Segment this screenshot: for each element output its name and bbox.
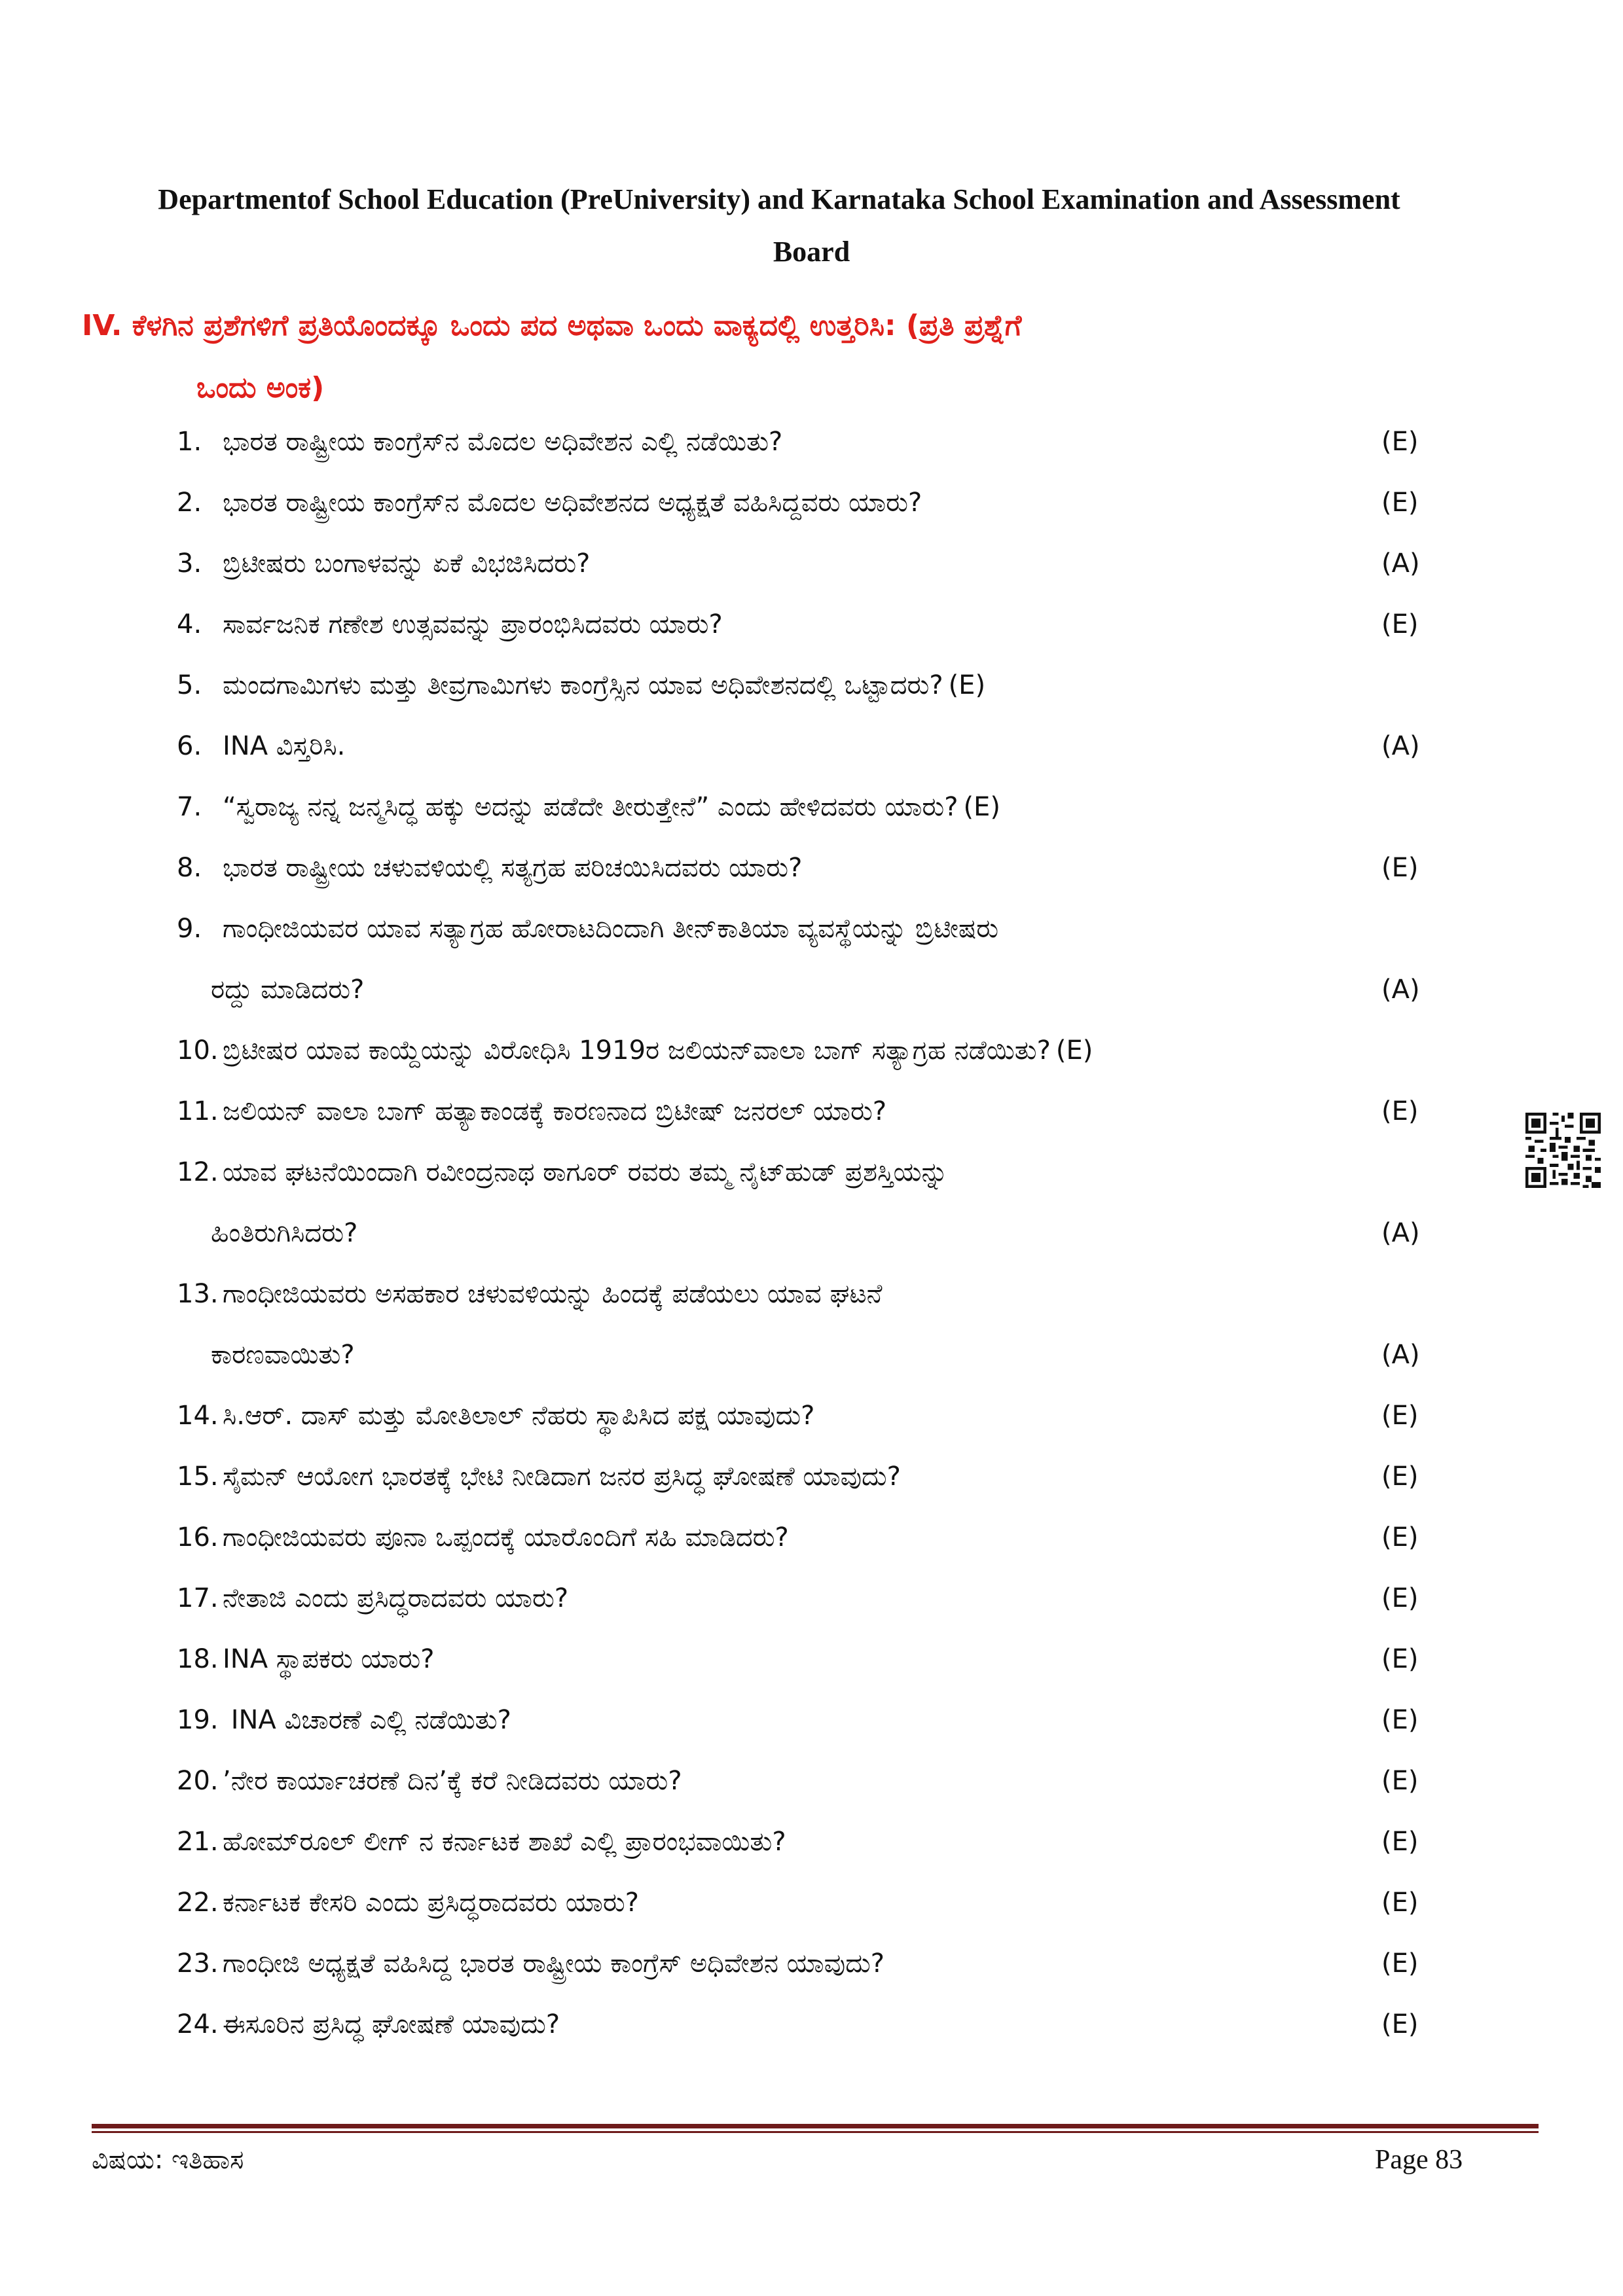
question-mark: (E) (1381, 1096, 1419, 1126)
question-text: ಬ್ರಿಟೀಷರು ಬಂಗಾಳವನ್ನು ಏಕೆ ವಿಭಜಿಸಿದರು? (223, 548, 591, 579)
question-item: 2. ಭಾರತ ರಾಷ್ಟ್ರೀಯ ಕಾಂಗ್ರೆಸ್‌ನ ಮೊದಲ ಅಧಿವೇಶನದ ಅಧ್ಯಕ್ಷತೆ ವಹಿಸಿದ್ದವರು ಯಾರು? (E) (177, 483, 1545, 522)
question-item: 20. ’ನೇರ ಕಾರ್ಯಾಚರಣೆ ದಿನ’ಕ್ಕೆ ಕರೆ ನೀಡಿದವರು ಯಾರು? (E) (177, 1761, 1545, 1801)
question-mark: (E) (1381, 488, 1419, 518)
question-mark: (E) (1381, 1462, 1419, 1492)
question-mark: (E) (1381, 1948, 1419, 1979)
section-title-line-2: ಒಂದು ಅಂಕ) (196, 371, 325, 404)
page-number: Page 83 (1375, 2145, 1463, 2175)
question-mark: (E) (1381, 1766, 1419, 1796)
question-mark: (E) (1381, 609, 1419, 639)
question-mark: (A) (1381, 1340, 1420, 1370)
question-text: ಗಾಂಧೀಜಿಯವರ ಯಾವ ಸತ್ಯಾಗ್ರಹ ಹೋರಾಟದಿಂದಾಗಿ ತೀನ್‌ಕಾತಿಯಾ ವ್ಯವಸ್ಥೆಯನ್ನು ಬ್ರಿಟೀಷರು (223, 914, 999, 944)
question-item: 15. ಸೈಮನ್ ಆಯೋಗ ಭಾರತಕ್ಕೆ ಭೇಟಿ ನೀಡಿದಾಗ ಜನರ ಪ್ರಸಿದ್ಧ ಘೋಷಣೆ ಯಾವುದು? (E) (177, 1457, 1545, 1496)
question-mark: (A) (1381, 1218, 1420, 1248)
question-text: ಭಾರತ ರಾಷ್ಟ್ರೀಯ ಚಳುವಳಿಯಲ್ಲಿ ಸತ್ಯಗ್ರಹ ಪರಿಚಯಿಸಿದವರು ಯಾರು? (223, 853, 803, 883)
question-text: ಯಾವ ಘಟನೆಯಿಂದಾಗಿ ರವೀಂದ್ರನಾಥ ಠಾಗೂರ್ ರವರು ತಮ್ಮ ನೈಟ್‌ಹುಡ್ ಪ್ರಶಸ್ತಿಯನ್ನು (223, 1157, 948, 1187)
question-text: “ಸ್ವರಾಜ್ಯ ನನ್ನ ಜನ್ಮಸಿದ್ಧ ಹಕ್ಕು ಅದನ್ನು ಪಡೆದೇ ತೀರುತ್ತೇನೆ” ಎಂದು ಹೇಳಿದವರು ಯಾರು? (223, 792, 958, 822)
question-item: 18. INA ಸ್ಥಾಪಕರು ಯಾರು? (E) (177, 1640, 1545, 1679)
question-text: ಭಾರತ ರಾಷ್ಟ್ರೀಯ ಕಾಂಗ್ರೆಸ್‌ನ ಮೊದಲ ಅಧಿವೇಶನ ಎಲ್ಲಿ ನಡೆಯಿತು? (223, 427, 783, 457)
question-mark: (E) (1381, 1644, 1419, 1674)
question-item: 9. ಗಾಂಧೀಜಿಯವರ ಯಾವ ಸತ್ಯಾಗ್ರಹ ಹೋರಾಟದಿಂದಾಗಿ ತೀನ್‌ಕಾತಿಯಾ ವ್ಯವಸ್ಥೆಯನ್ನು ಬ್ರಿಟೀಷರು ರದ್ದು ಮಾಡಿದರು? (A) (177, 909, 1545, 1009)
question-text: INA ಸ್ಥಾಪಕರು ಯಾರು? (223, 1644, 435, 1674)
question-item: 22. ಕರ್ನಾಟಕ ಕೇಸರಿ ಎಂದು ಪ್ರಸಿದ್ಧರಾದವರು ಯಾರು? (E) (177, 1883, 1545, 1922)
question-mark: (E) (1381, 1583, 1419, 1613)
question-text: ಹೋಮ್‌ರೂಲ್ ಲೀಗ್ ನ ಕರ್ನಾಟಕ ಶಾಖೆ ಎಲ್ಲಿ ಪ್ರಾರಂಭವಾಯಿತು? (223, 1827, 786, 1857)
question-text: ಗಾಂಧೀಜಿ ಅಧ್ಯಕ್ಷತೆ ವಹಿಸಿದ್ದ ಭಾರತ ರಾಷ್ಟ್ರೀಯ ಕಾಂಗ್ರೆಸ್ ಅಧಿವೇಶನ ಯಾವುದು? (223, 1948, 884, 1979)
question-mark: (E) (948, 670, 986, 700)
header-line-1: Departmentof School Education (PreUniversity) and Karnataka School Examination and Assessment (158, 183, 1400, 215)
question-text: ಗಾಂಧೀಜಿಯವರು ಪೂನಾ ಒಪ್ಪಂದಕ್ಕೆ ಯಾರೊಂದಿಗೆ ಸಹಿ ಮಾಡಿದರು? (223, 1522, 789, 1552)
question-mark: (A) (1381, 975, 1420, 1005)
question-text: ಭಾರತ ರಾಷ್ಟ್ರೀಯ ಕಾಂಗ್ರೆಸ್‌ನ ಮೊದಲ ಅಧಿವೇಶನದ ಅಧ್ಯಕ್ಷತೆ ವಹಿಸಿದ್ದವರು ಯಾರು? (223, 488, 922, 518)
question-mark: (A) (1381, 548, 1420, 579)
question-item: 21. ಹೋಮ್‌ರೂಲ್ ಲೀಗ್ ನ ಕರ್ನಾಟಕ ಶಾಖೆ ಎಲ್ಲಿ ಪ್ರಾರಂಭವಾಯಿತು? (E) (177, 1822, 1545, 1861)
question-mark: (E) (1381, 1522, 1419, 1552)
question-mark: (E) (1381, 1827, 1419, 1857)
question-mark: (E) (1381, 1401, 1419, 1431)
question-item: 24. ಈಸೂರಿನ ಪ್ರಸಿದ್ಧ ಘೋಷಣೆ ಯಾವುದು? (E) (177, 2005, 1545, 2044)
question-item: 16. ಗಾಂಧೀಜಿಯವರು ಪೂನಾ ಒಪ್ಪಂದಕ್ಕೆ ಯಾರೊಂದಿಗೆ ಸಹಿ ಮಾಡಿದರು? (E) (177, 1518, 1545, 1557)
question-item: 11. ಜಲಿಯನ್ ವಾಲಾ ಬಾಗ್ ಹತ್ಯಾಕಾಂಡಕ್ಕೆ ಕಾರಣನಾದ ಬ್ರಿಟೀಷ್ ಜನರಲ್ ಯಾರು? (E) (177, 1092, 1545, 1131)
section-title-line-1: IV. ಕೆಳಗಿನ ಪ್ರಶೆಗಳಿಗೆ ಪ್ರತಿಯೊಂದಕ್ಕೂ ಒಂದು ಪದ ಅಥವಾ ಒಂದು ವಾಕ್ಯದಲ್ಲಿ ಉತ್ತರಿಸಿ: (ಪ್ರತಿ ಪ್ರಶ್ನೆಗೆ (82, 309, 1022, 342)
question-text: ಸಿ.ಆರ್. ದಾಸ್ ಮತ್ತು ಮೋತಿಲಾಲ್ ನೆಹರು ಸ್ಥಾಪಿಸಿದ ಪಕ್ಷ ಯಾವುದು? (223, 1401, 815, 1431)
question-item: 8. ಭಾರತ ರಾಷ್ಟ್ರೀಯ ಚಳುವಳಿಯಲ್ಲಿ ಸತ್ಯಗ್ರಹ ಪರಿಚಯಿಸಿದವರು ಯಾರು? (E) (177, 848, 1545, 888)
question-mark: (E) (1055, 1035, 1093, 1066)
question-mark: (E) (1381, 427, 1419, 457)
question-item: 4. ಸಾರ್ವಜನಿಕ ಗಣೇಶ ಉತ್ಸವವನ್ನು ಪ್ರಾರಂಭಿಸಿದವರು ಯಾರು? (E) (177, 605, 1545, 644)
question-item: 14. ಸಿ.ಆರ್. ದಾಸ್ ಮತ್ತು ಮೋತಿಲಾಲ್ ನೆಹರು ಸ್ಥಾಪಿಸಿದ ಪಕ್ಷ ಯಾವುದು? (E) (177, 1396, 1545, 1435)
question-mark: (E) (1381, 1888, 1419, 1918)
question-item: 17. ನೇತಾಜಿ ಎಂದು ಪ್ರಸಿದ್ಧರಾದವರು ಯಾರು? (E) (177, 1579, 1545, 1618)
question-text: ’ನೇರ ಕಾರ್ಯಾಚರಣೆ ದಿನ’ಕ್ಕೆ ಕರೆ ನೀಡಿದವರು ಯಾರು? (223, 1766, 682, 1796)
footer-divider (92, 2124, 1539, 2128)
question-text: ನೇತಾಜಿ ಎಂದು ಪ್ರಸಿದ್ಧರಾದವರು ಯಾರು? (223, 1583, 569, 1613)
question-text: ಸಾರ್ವಜನಿಕ ಗಣೇಶ ಉತ್ಸವವನ್ನು ಪ್ರಾರಂಭಿಸಿದವರು ಯಾರು? (223, 609, 723, 639)
question-text: ಜಲಿಯನ್ ವಾಲಾ ಬಾಗ್ ಹತ್ಯಾಕಾಂಡಕ್ಕೆ ಕಾರಣನಾದ ಬ್ರಿಟೀಷ್ ಜನರಲ್ ಯಾರು? (223, 1096, 887, 1126)
question-text: ಗಾಂಧೀಜಿಯವರು ಅಸಹಕಾರ ಚಳುವಳಿಯನ್ನು ಹಿಂದಕ್ಕೆ ಪಡೆಯಲು ಯಾವ ಘಟನೆ (223, 1279, 883, 1309)
question-mark: (A) (1381, 731, 1420, 761)
question-text: ಈಸೂರಿನ ಪ್ರಸಿದ್ಧ ಘೋಷಣೆ ಯಾವುದು? (223, 2009, 560, 2039)
question-text: ಬ್ರಿಟೀಷರ ಯಾವ ಕಾಯ್ದೆಯನ್ನು ವಿರೋಧಿಸಿ 1919ರ ಜಲಿಯನ್‌ವಾಲಾ ಬಾಗ್ ಸತ್ಯಾಗ್ರಹ ನಡೆಯಿತು? (223, 1035, 1051, 1066)
question-mark: (E) (1381, 1705, 1419, 1735)
question-item: 19. INA ವಿಚಾರಣೆ ಎಲ್ಲಿ ನಡೆಯಿತು? (E) (177, 1700, 1545, 1740)
question-text-continued: ಕಾರಣವಾಯಿತು? (211, 1340, 355, 1370)
question-item: 12. ಯಾವ ಘಟನೆಯಿಂದಾಗಿ ರವೀಂದ್ರನಾಥ ಠಾಗೂರ್ ರವರು ತಮ್ಮ ನೈಟ್‌ಹುಡ್ ಪ್ರಶಸ್ತಿಯನ್ನು ಹಿಂತಿರುಗಿಸಿದರು? (A) (177, 1153, 1545, 1253)
question-text: ಮಂದಗಾಮಿಗಳು ಮತ್ತು ತೀವ್ರಗಾಮಿಗಳು ಕಾಂಗ್ರೆಸ್ಸಿನ ಯಾವ ಅಧಿವೇಶನದಲ್ಲಿ ಒಟ್ಟಾದರು? (223, 670, 943, 700)
section-title (82, 295, 1535, 419)
footer-subject: ವಿಷಯ: ಇತಿಹಾಸ (92, 2145, 244, 2175)
question-item: 13. ಗಾಂಧೀಜಿಯವರು ಅಸಹಕಾರ ಚಳುವಳಿಯನ್ನು ಹಿಂದಕ್ಕೆ ಪಡೆಯಲು ಯಾವ ಘಟನೆ ಕಾರಣವಾಯಿತು? (A) (177, 1274, 1545, 1374)
question-item: 7. “ಸ್ವರಾಜ್ಯ ನನ್ನ ಜನ್ಮಸಿದ್ಧ ಹಕ್ಕು ಅದನ್ನು ಪಡೆದೇ ತೀರುತ್ತೇನೆ” ಎಂದು ಹೇಳಿದವರು ಯಾರು? (E) (177, 792, 1000, 822)
question-text-continued: ರದ್ದು ಮಾಡಿದರು? (211, 975, 365, 1005)
header-line-2: Board (773, 236, 850, 268)
footer-divider-thin (92, 2131, 1539, 2133)
question-text: INA ವಿಚಾರಣೆ ಎಲ್ಲಿ ನಡೆಯಿತು? (223, 1705, 511, 1735)
question-text-continued: ಹಿಂತಿರುಗಿಸಿದರು? (211, 1218, 358, 1248)
question-mark: (E) (1381, 2009, 1419, 2039)
question-item: 3. ಬ್ರಿಟೀಷರು ಬಂಗಾಳವನ್ನು ಏಕೆ ವಿಭಜಿಸಿದರು? (A) (177, 544, 1545, 583)
question-mark: (E) (963, 792, 1000, 822)
question-item: 5. ಮಂದಗಾಮಿಗಳು ಮತ್ತು ತೀವ್ರಗಾಮಿಗಳು ಕಾಂಗ್ರೆಸ್ಸಿನ ಯಾವ ಅಧಿವೇಶನದಲ್ಲಿ ಒಟ್ಟಾದರು? (E) (177, 670, 986, 700)
question-item: 6. INA ವಿಸ್ತರಿಸಿ. (A) (177, 726, 1545, 766)
question-text: ಸೈಮನ್ ಆಯೋಗ ಭಾರತಕ್ಕೆ ಭೇಟಿ ನೀಡಿದಾಗ ಜನರ ಪ್ರಸಿದ್ಧ ಘೋಷಣೆ ಯಾವುದು? (223, 1462, 901, 1492)
question-mark: (E) (1381, 853, 1419, 883)
question-item: 1. ಭಾರತ ರಾಷ್ಟ್ರೀಯ ಕಾಂಗ್ರೆಸ್‌ನ ಮೊದಲ ಅಧಿವೇಶನ ಎಲ್ಲಿ ನಡೆಯಿತು? (E) (177, 422, 1545, 461)
question-item: 10. ಬ್ರಿಟೀಷರ ಯಾವ ಕಾಯ್ದೆಯನ್ನು ವಿರೋಧಿಸಿ 1919ರ ಜಲಿಯನ್‌ವಾಲಾ ಬಾಗ್ ಸತ್ಯಾಗ್ರಹ ನಡೆಯಿತು? (E) (177, 1035, 1093, 1066)
question-item: 23. ಗಾಂಧೀಜಿ ಅಧ್ಯಕ್ಷತೆ ವಹಿಸಿದ್ದ ಭಾರತ ರಾಷ್ಟ್ರೀಯ ಕಾಂಗ್ರೆಸ್ ಅಧಿವೇಶನ ಯಾವುದು? (E) (177, 1944, 1545, 1983)
question-text: ಕರ್ನಾಟಕ ಕೇಸರಿ ಎಂದು ಪ್ರಸಿದ್ಧರಾದವರು ಯಾರು? (223, 1888, 639, 1918)
qr-code-icon (1525, 1113, 1601, 1188)
question-text: INA ವಿಸ್ತರಿಸಿ. (223, 731, 346, 761)
